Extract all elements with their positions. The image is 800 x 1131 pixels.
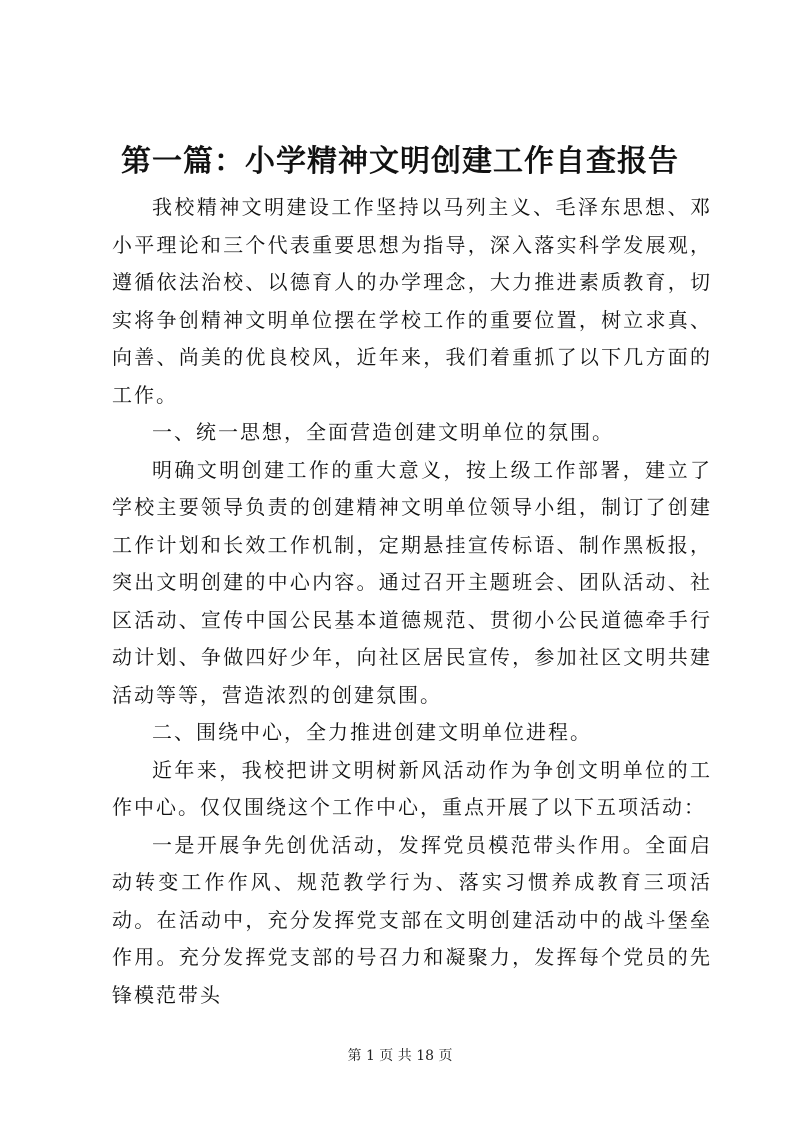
- paragraph-activity-1: 一是开展争先创优活动，发挥党员模范带头作用。全面启动转变工作作风、规范教学行为、落实习惯养成教育三项活动。在活动中，充分发挥党支部在文明创建活动中的战斗堡垒作用。充分发挥党支部的号召力和凝聚力，发挥每个党员的先锋模范带头: [112, 832, 712, 1007]
- page-footer: [0, 1046, 800, 1066]
- page-number-label: 第 1 页 共 18 页: [347, 1048, 453, 1064]
- paragraph-section-1: 明确文明创建工作的重大意义，按上级工作部署，建立了学校主要领导负责的创建精神文明单位领导小组，制订了创建工作计划和长效工作机制，定期悬挂宣传标语、制作黑板报，突出文明创建的中心内容。通过召开主题班会、团队活动、社区活动、宣传中国公民基本道德规范、贯彻小公民道德牵手行动计划、争做四好少年，向社区居民宣传，参加社区文明共建活动等等，营造浓烈的创建氛围。: [112, 457, 712, 707]
- document-body: [112, 189, 712, 1014]
- document-title: 第一篇：小学精神文明创建工作自查报告: [121, 144, 679, 179]
- paragraph-section-2-intro: 近年来，我校把讲文明树新风活动作为争创文明单位的工作中心。仅仅围绕这个工作中心，重点开展了以下五项活动：: [112, 757, 712, 819]
- section-heading-2: 二、围绕中心，全力推进创建文明单位进程。: [152, 720, 592, 744]
- paragraph-intro: 我校精神文明建设工作坚持以马列主义、毛泽东思想、邓小平理论和三个代表重要思想为指导，深入落实科学发展观，遵循依法治校、以德育人的办学理念，大力推进素质教育，切实将争创精神文明单位摆在学校工作的重要位置，树立求真、向善、尚美的优良校风，近年来，我们着重抓了以下几方面的工作。: [112, 195, 712, 407]
- section-heading-1: 一、统一思想，全面营造创建文明单位的氛围。: [152, 420, 614, 444]
